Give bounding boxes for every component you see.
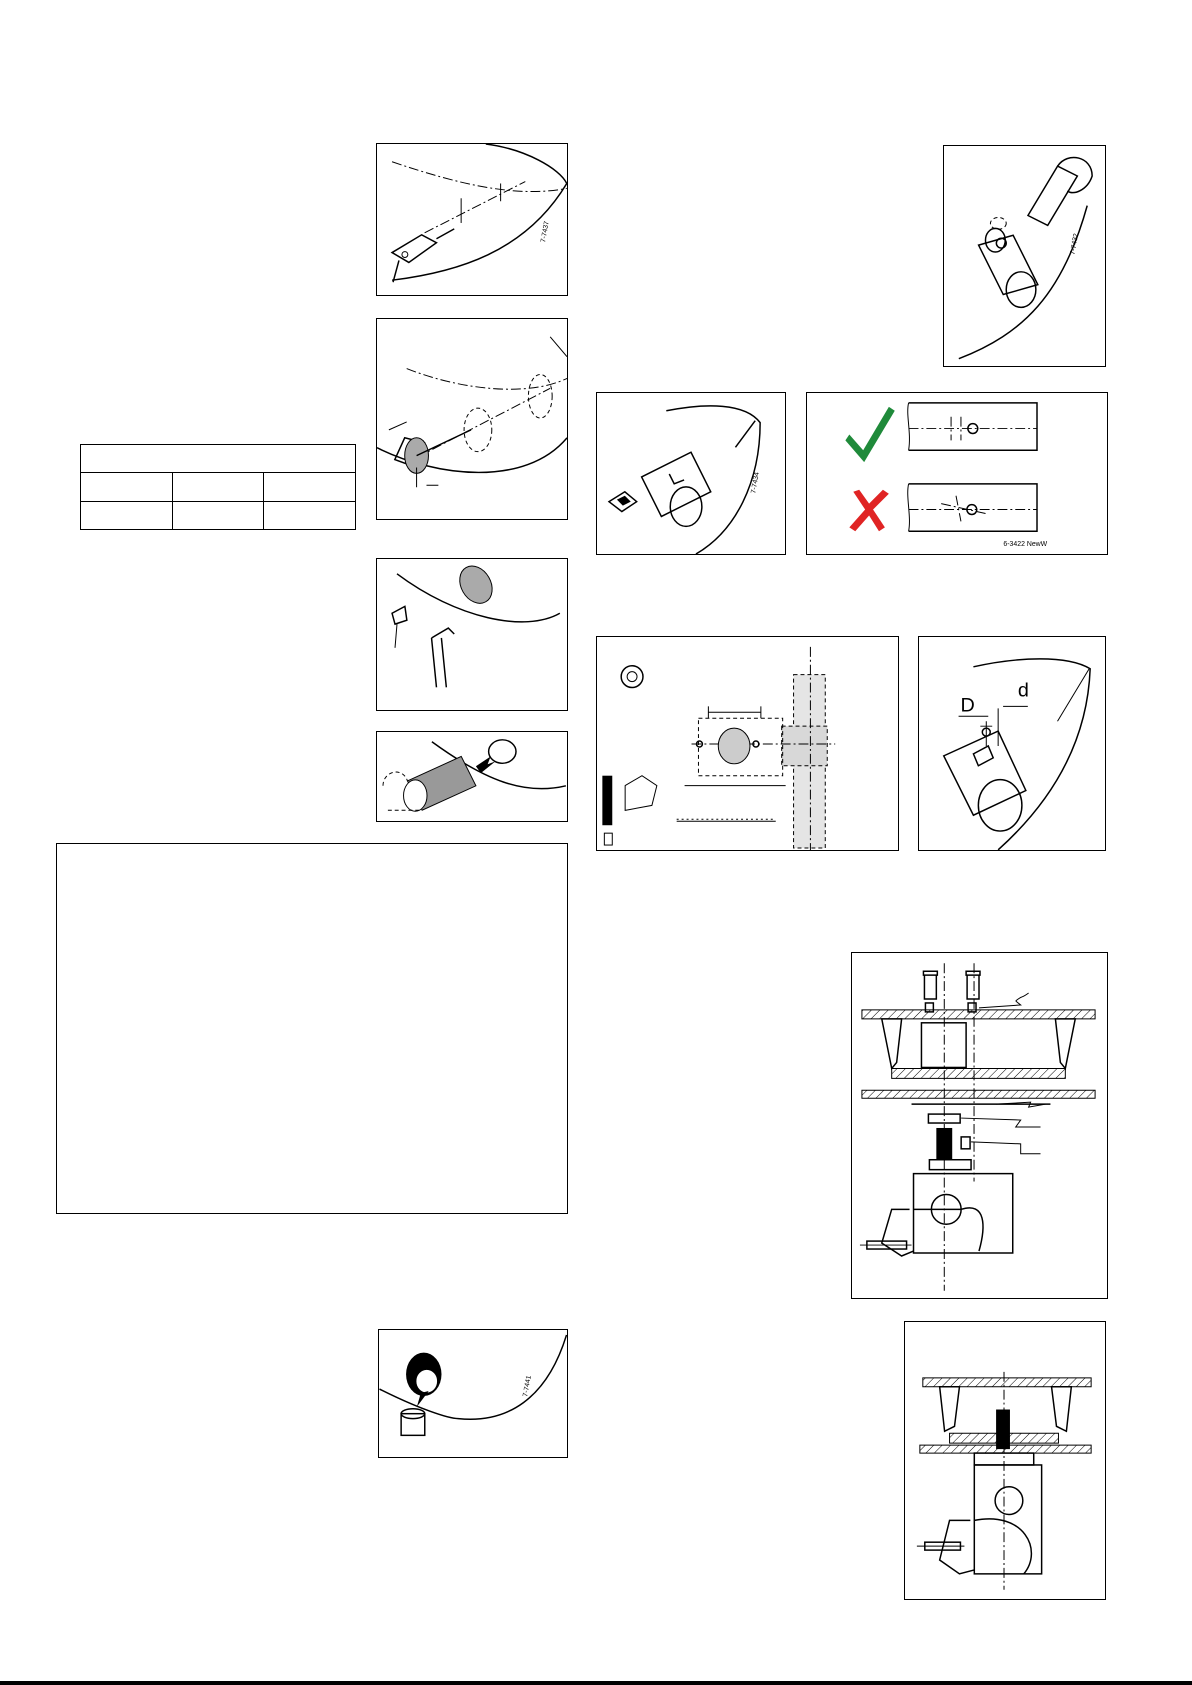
table-row [81, 501, 356, 529]
table-cell [172, 473, 264, 501]
figure-deburring [376, 558, 568, 711]
deburr-icon [392, 606, 454, 687]
figure-alignment [806, 392, 1108, 555]
figure-code: 7-7437 [540, 220, 551, 244]
page-bottom-rule [0, 1681, 1192, 1685]
table-cell [264, 473, 356, 501]
figure-template [596, 392, 786, 555]
figure-sealant [378, 1329, 568, 1458]
hole-saw-icon [389, 422, 471, 487]
figure-exploded-assembly [851, 952, 1108, 1299]
tube-icon [642, 452, 711, 526]
table-row [81, 445, 356, 473]
table-cell [81, 473, 173, 501]
figure-code: 7-7432 [1069, 232, 1081, 256]
tube-icon [944, 708, 1026, 831]
figure-assembled-unit [904, 1321, 1106, 1600]
drill-icon [392, 229, 454, 282]
figure-code: 7-7441 [522, 1374, 533, 1398]
figure-tube-insertion [376, 731, 568, 822]
figure-drilling-pilot-hole [376, 143, 568, 296]
figure-drilling-template-sheet [596, 636, 899, 851]
spec-table [80, 444, 356, 530]
figure-diameter-measurement [918, 636, 1106, 851]
tube-icon [979, 228, 1038, 307]
pencil-icon [990, 158, 1092, 230]
cross-icon [849, 490, 889, 531]
figure-center-mark [943, 145, 1106, 367]
dimension-label-big-d: D [960, 694, 975, 717]
notice-box [56, 843, 568, 1214]
table-cell [81, 445, 356, 473]
dimension-label-small-d: d [1017, 679, 1029, 702]
table-cell [172, 501, 264, 529]
tube-icon [383, 756, 476, 811]
sealant-icon [401, 1353, 441, 1436]
figure-hole-saw [376, 318, 568, 520]
table-cell [81, 501, 173, 529]
check-icon [845, 407, 894, 462]
figure-code: 7-7434 [750, 471, 761, 495]
table-row [81, 473, 356, 501]
table-cell [264, 501, 356, 529]
figure-code: 6-3422 NewW [1003, 541, 1048, 549]
